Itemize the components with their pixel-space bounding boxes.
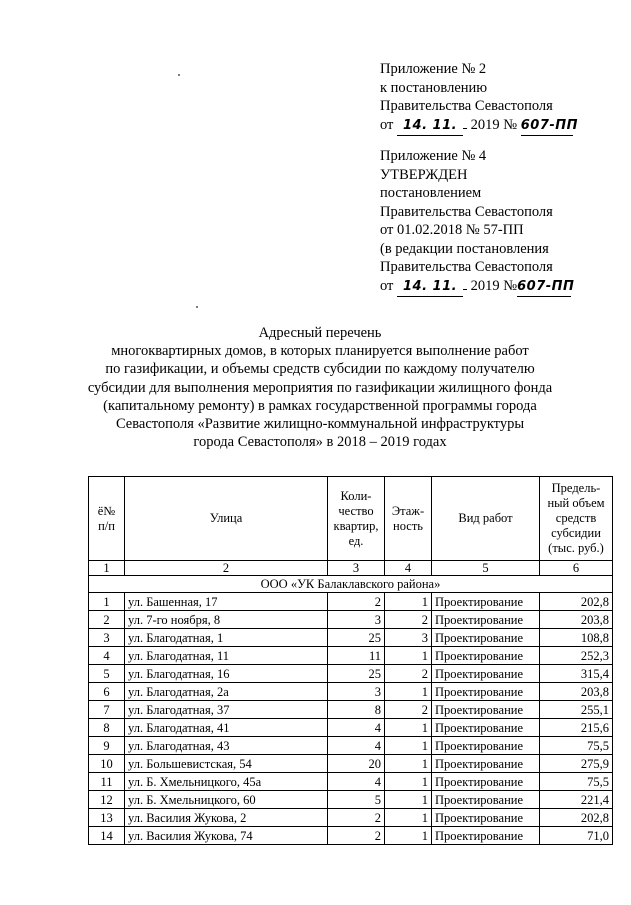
table-header-row [89,477,613,561]
year-label: 2019 № [470,116,518,133]
title-line: города Севастополя» в 2018 – 2019 годах [193,434,447,451]
appendix-line: Правительства Севастополя [380,259,553,275]
row-number: 14 [89,827,125,845]
handwritten-number: 607-ПП [517,278,571,298]
row-number: 2 [89,611,125,629]
appendix-line: от 01.02.2018 № 57-ПП [380,222,524,238]
amount-cell: 203,8 [540,683,613,701]
appendix-line: Приложение № 4 [380,148,487,164]
row-number: 8 [89,719,125,737]
row-number: 10 [89,755,125,773]
organization-row [89,576,613,593]
table-row [89,755,613,773]
work-type-cell: Проектирование [432,827,540,845]
column-number: 5 [432,561,540,576]
apartments-cell: 3 [328,683,385,701]
table-row [89,647,613,665]
appendix-2-block [380,60,579,136]
row-number: 7 [89,701,125,719]
work-type-cell: Проектирование [432,683,540,701]
street-cell: ул. Башенная, 17 [125,593,328,611]
floors-cell: 2 [385,665,432,683]
table-row [89,701,613,719]
header-floors: Этаж-ность [385,477,432,561]
appendix-line: Приложение № 2 [380,61,487,77]
amount-cell: 252,3 [540,647,613,665]
from-label: от [380,116,394,133]
from-label: от [380,277,394,294]
apartments-cell: 25 [328,665,385,683]
floors-cell: 1 [385,791,432,809]
apartments-cell: 2 [328,809,385,827]
column-number: 1 [89,561,125,576]
floors-cell: 3 [385,629,432,647]
street-cell: ул. Б. Хмельницкого, 60 [125,791,328,809]
table-row [89,809,613,827]
work-type-cell: Проектирование [432,647,540,665]
organization-name: ООО «УК Балаклавского района» [89,576,613,593]
header-amount: Предель-ный объем средств субсидии (тыс. руб.) [540,477,613,561]
title-line: Севастополя «Развитие жилищно-коммунальной инфраструктуры [115,416,525,433]
work-type-cell: Проектирование [432,737,540,755]
column-number: 6 [540,561,613,576]
address-list-table [88,476,613,845]
street-cell: ул. Благодатная, 2а [125,683,328,701]
floors-cell: 2 [385,701,432,719]
apartments-cell: 2 [328,827,385,845]
street-cell: ул. Б. Хмельницкого, 45а [125,773,328,791]
row-number: 12 [89,791,125,809]
amount-cell: 108,8 [540,629,613,647]
apartments-cell: 20 [328,755,385,773]
document-title [60,324,580,451]
row-number: 6 [89,683,125,701]
table-row [89,827,613,845]
apartments-cell: 4 [328,773,385,791]
street-cell: ул. Благодатная, 41 [125,719,328,737]
floors-cell: 1 [385,773,432,791]
column-number-row [89,561,613,576]
apartments-cell: 4 [328,719,385,737]
amount-cell: 202,8 [540,809,613,827]
handwritten-number: 607-ПП [521,117,573,137]
row-number: 5 [89,665,125,683]
amount-cell: 71,0 [540,827,613,845]
handwritten-date: 14. 11. [397,278,463,298]
table-row [89,611,613,629]
appendix-4-block [380,147,575,297]
appendix-line: (в редакции постановления [380,240,549,257]
floors-cell: 1 [385,827,432,845]
title-line: Адресный перечень [258,325,382,341]
floors-cell: 1 [385,593,432,611]
table-body [89,593,613,845]
work-type-cell: Проектирование [432,629,540,647]
street-cell: ул. Благодатная, 16 [125,665,328,683]
street-cell: ул. 7-го ноября, 8 [125,611,328,629]
street-cell: ул. Василия Жукова, 74 [125,827,328,845]
column-number: 3 [328,561,385,576]
floors-cell: 1 [385,755,432,773]
table-row [89,791,613,809]
appendix-line: к постановлению [380,79,488,96]
scan-speck [178,74,180,76]
work-type-cell: Проектирование [432,755,540,773]
header-street: Улица [125,477,328,561]
table-row [89,593,613,611]
column-number: 4 [385,561,432,576]
work-type-cell: Проектирование [432,791,540,809]
scan-speck [196,306,198,308]
table-row [89,773,613,791]
amount-cell: 315,4 [540,665,613,683]
apartments-cell: 25 [328,629,385,647]
floors-cell: 1 [385,719,432,737]
work-type-cell: Проектирование [432,701,540,719]
apartments-cell: 4 [328,737,385,755]
amount-cell: 75,5 [540,773,613,791]
work-type-cell: Проектирование [432,665,540,683]
street-cell: ул. Василия Жукова, 2 [125,809,328,827]
apartments-cell: 3 [328,611,385,629]
header-num: ё№ п/п [89,477,125,561]
floors-cell: 2 [385,611,432,629]
work-type-cell: Проектирование [432,773,540,791]
amount-cell: 203,8 [540,611,613,629]
appendix-line: Правительства Севастополя [380,203,553,220]
work-type-cell: Проектирование [432,593,540,611]
street-cell: ул. Благодатная, 37 [125,701,328,719]
amount-cell: 215,6 [540,719,613,737]
floors-cell: 1 [385,809,432,827]
table-row [89,737,613,755]
amount-cell: 75,5 [540,737,613,755]
floors-cell: 1 [385,647,432,665]
title-line: (капитальному ремонту) в рамках государственной программы города [103,397,537,414]
title-line: по газификации, и объемы средств субсидии по каждому получателю [105,361,535,378]
appendix-line: УТВЕРЖДЕН [380,166,468,183]
amount-cell: 221,4 [540,791,613,809]
table-row [89,719,613,737]
street-cell: ул. Большевистская, 54 [125,755,328,773]
row-number: 1 [89,593,125,611]
work-type-cell: Проектирование [432,719,540,737]
row-number: 11 [89,773,125,791]
row-number: 3 [89,629,125,647]
column-number: 2 [125,561,328,576]
row-number: 9 [89,737,125,755]
street-cell: ул. Благодатная, 11 [125,647,328,665]
appendix-date-line [380,277,575,298]
amount-cell: 275,9 [540,755,613,773]
apartments-cell: 8 [328,701,385,719]
year-label: 2019 № [470,277,518,294]
table-row [89,665,613,683]
floors-cell: 1 [385,683,432,701]
work-type-cell: Проектирование [432,809,540,827]
amount-cell: 255,1 [540,701,613,719]
row-number: 13 [89,809,125,827]
handwritten-date: 14. 11. [397,117,463,137]
apartments-cell: 11 [328,647,385,665]
appendix-date-line [380,116,579,137]
street-cell: ул. Благодатная, 43 [125,737,328,755]
work-type-cell: Проектирование [432,611,540,629]
appendix-line: Правительства Севастополя [380,98,553,114]
floors-cell: 1 [385,737,432,755]
title-line: многоквартирных домов, в которых планируется выполнение работ [111,343,529,360]
amount-cell: 202,8 [540,593,613,611]
header-apartments: Коли-чество квартир, ед. [328,477,385,561]
apartments-cell: 2 [328,593,385,611]
row-number: 4 [89,647,125,665]
table-row [89,683,613,701]
apartments-cell: 5 [328,791,385,809]
appendix-line: постановлением [380,185,482,201]
table-row [89,629,613,647]
street-cell: ул. Благодатная, 1 [125,629,328,647]
header-work-type: Вид работ [432,477,540,561]
title-line: субсидии для выполнения мероприятия по газификации жилищного фонда [87,379,553,396]
